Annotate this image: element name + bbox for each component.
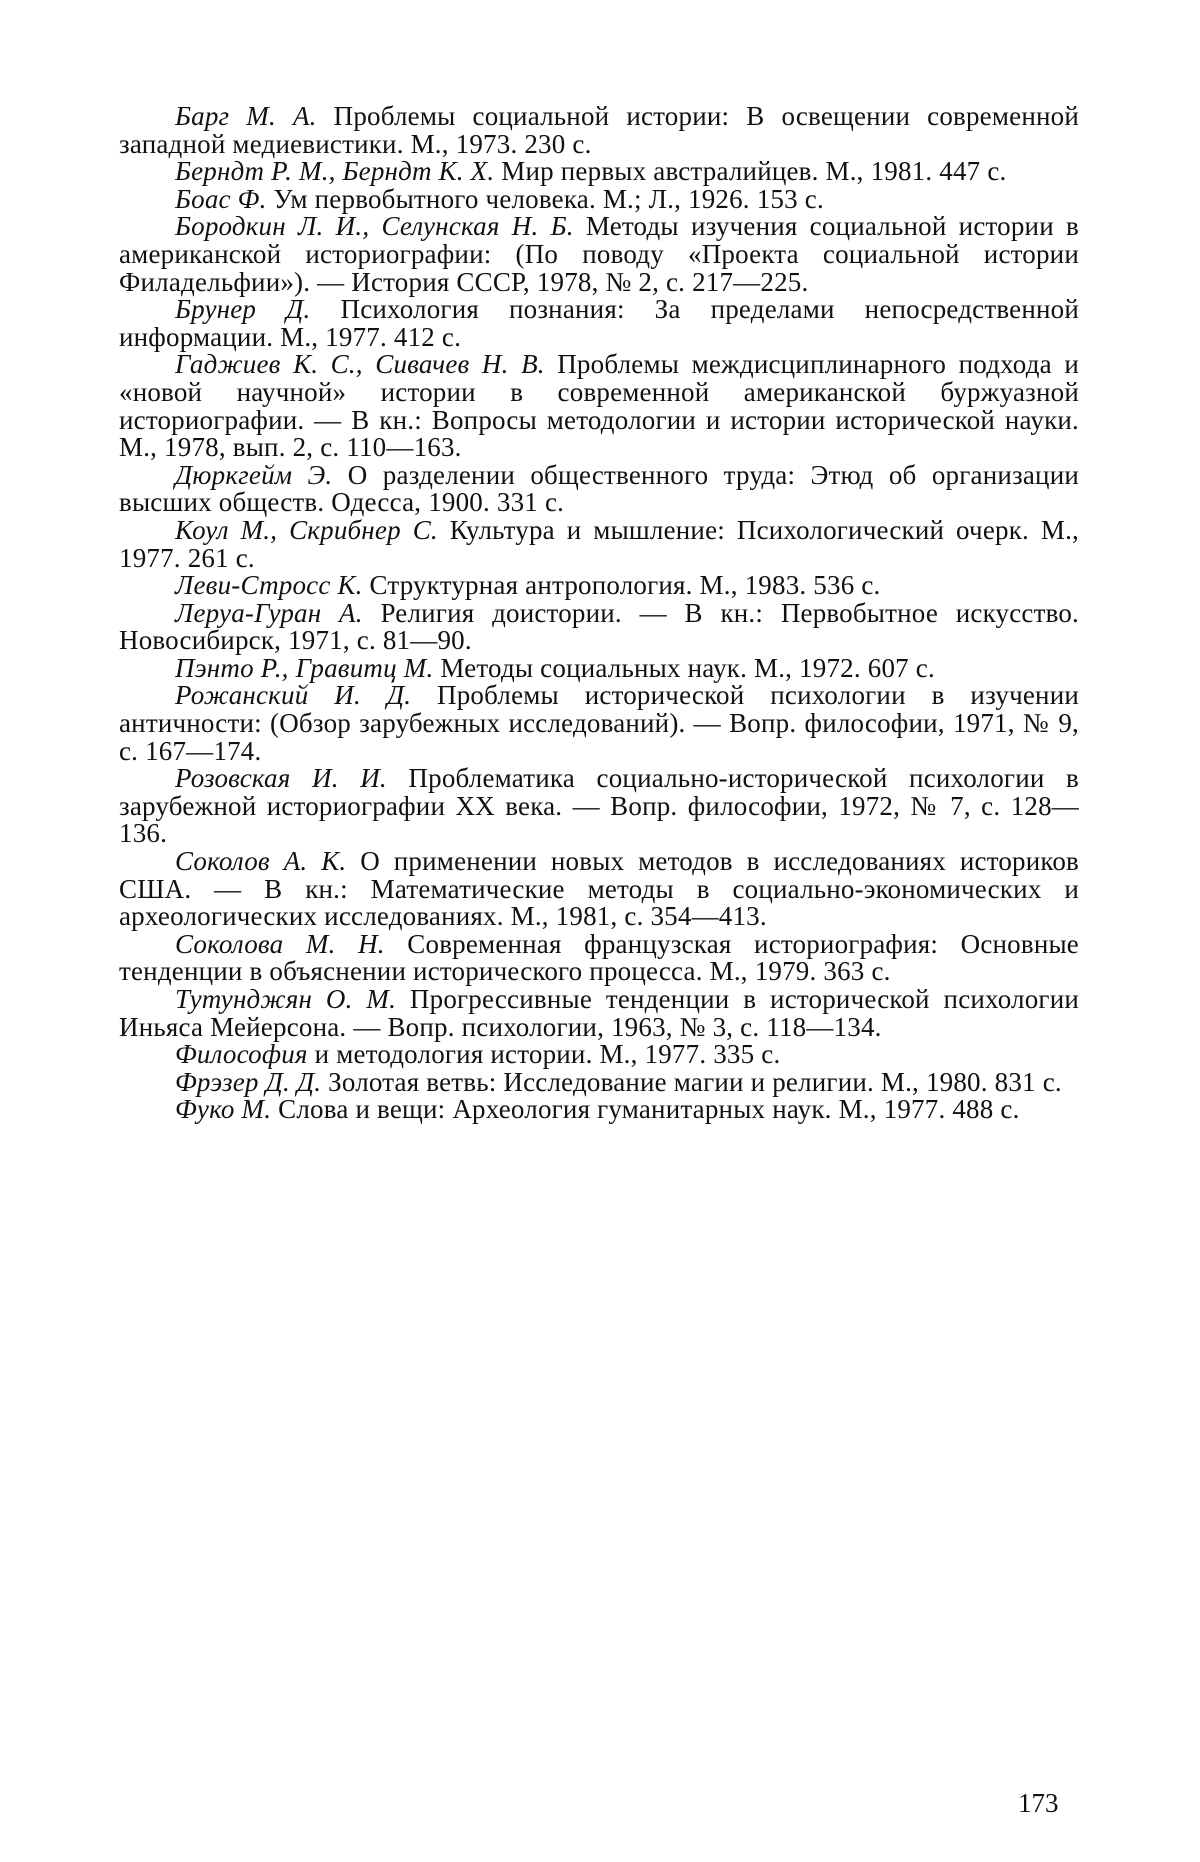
entry-text: Проблемы исторической психологии в изучении античности: (Обзор зарубежных исследований). — Вопр. философии, 1971, № 9, с. 167—174.	[119, 680, 1079, 766]
entry-author: Брунер Д.	[175, 294, 311, 325]
bibliography-entry	[119, 296, 1079, 351]
bibliography-entry	[119, 928, 1079, 987]
bibliography-entry	[119, 765, 1079, 848]
entry-text: О применении новых методов в исследованиях историков США. — В кн.: Математические методы в социально-экономических и археологических исследованиях. М., 1981, с. 354—413.	[119, 846, 1079, 932]
entry-text: Методы социальных наук. М., 1972. 607 с.	[433, 652, 935, 683]
entry-author: Леви-Стросс К.	[175, 570, 363, 601]
bibliography-entry	[119, 572, 1079, 600]
entry-author: Фрэзер Д. Д.	[175, 1066, 322, 1097]
entry-author: Пэнто Р., Гравитц М.	[175, 652, 434, 683]
entry-text: Проблематика социально-исторической психологии в зарубежной историографии XX века. — Вопр. философии, 1972, № 7, с. 128—136.	[119, 763, 1079, 849]
bibliography-entry	[119, 213, 1079, 296]
entry-text: Проблемы междисциплинарного подхода и «новой научной» истории в современной американской буржуазной историографии. — В кн.: Вопросы методологии и истории исторической науки. М., 1978, вып. 2, с. 110—163.	[119, 349, 1079, 463]
entry-author: Розовская И. И.	[175, 763, 387, 794]
entry-author: Леруа-Гуран А.	[175, 597, 363, 628]
entry-author: Берндт Р. М., Берндт К. Х.	[175, 156, 495, 187]
entry-author: Дюркгейм Э.	[175, 459, 333, 490]
bibliography-entry	[119, 1041, 1079, 1069]
bibliography-entry	[119, 1096, 1079, 1124]
entry-author: Тутунджян О. М.	[175, 984, 397, 1014]
bibliography-entry	[119, 183, 1079, 214]
entry-author: Соколов А. К.	[175, 846, 347, 877]
entry-text: Методы изучения социальной истории в американской историографии: (По поводу «Проекта социальной истории Филадельфии»). — История СССР, 1978, № 2, с. 217—225.	[119, 211, 1079, 297]
bibliography-entry	[119, 1066, 1079, 1097]
entry-author: Философия	[175, 1039, 308, 1070]
entry-author: Соколова М. Н.	[175, 928, 385, 959]
entry-text: Религия доистории. — В кн.: Первобытное искусство. Новосибирск, 1971, с. 81—90.	[119, 597, 1079, 656]
bibliography-entry	[119, 103, 1079, 158]
entry-text: Ум первобытного человека. М.; Л., 1926. 153 с.	[266, 183, 824, 214]
bibliography-entry	[119, 158, 1079, 186]
entry-text: Современная французская историография: Основные тенденции в объяснении исторического процесса. М., 1979. 363 с.	[119, 928, 1079, 987]
entry-text: Прогрессивные тенденции в исторической психологии Иньяса Мейерсона. — Вопр. психологии, 1963, № 3, с. 118—134.	[119, 984, 1079, 1042]
entry-author: Барг М. А.	[175, 101, 317, 131]
entry-author: Рожанский И. Д.	[175, 680, 412, 711]
page-number: 173	[1018, 1788, 1059, 1818]
entry-author: Бородкин Л. И., Селунская Н. Б.	[175, 211, 574, 242]
entry-text: Психология познания: За пределами непосредственной информации. М., 1977. 412 с.	[119, 294, 1079, 352]
entry-text: Культура и мышление: Психологический очерк. М., 1977. 261 с.	[119, 514, 1079, 573]
bibliography-entry	[119, 848, 1079, 931]
entry-text: О разделении общественного труда: Этюд об организации высших обществ. Одесса, 1900. 331 с.	[119, 459, 1079, 518]
bibliography-entry	[119, 682, 1079, 765]
bibliography-entry	[119, 597, 1079, 656]
bibliography-list	[119, 103, 1079, 1124]
bibliography-entry	[119, 652, 1079, 683]
entry-author: Фуко М.	[175, 1094, 272, 1125]
entry-text: Золотая ветвь: Исследование магии и религии. М., 1980. 831 с.	[321, 1066, 1062, 1097]
bibliography-entry	[119, 986, 1079, 1041]
entry-author: Гаджиев К. С., Сивачев Н. В.	[175, 349, 545, 380]
bibliography-entry	[119, 459, 1079, 518]
entry-author: Боас Ф.	[175, 183, 267, 214]
entry-text: Слова и вещи: Археология гуманитарных наук. М., 1977. 488 с.	[271, 1094, 1020, 1125]
entry-author: Коул М., Скрибнер С.	[175, 514, 438, 545]
entry-text: Структурная антропология. М., 1983. 536 с.	[362, 570, 881, 601]
entry-text: Проблемы социальной истории: В освещении современной западной медиевистики. М., 1973. 230 с.	[119, 101, 1079, 159]
bibliography-entry	[119, 351, 1079, 461]
entry-text: и методология истории. М., 1977. 335 с.	[307, 1039, 781, 1070]
bibliography-entry	[119, 514, 1079, 573]
entry-text: Мир первых австралийцев. М., 1981. 447 с.	[494, 156, 1007, 187]
